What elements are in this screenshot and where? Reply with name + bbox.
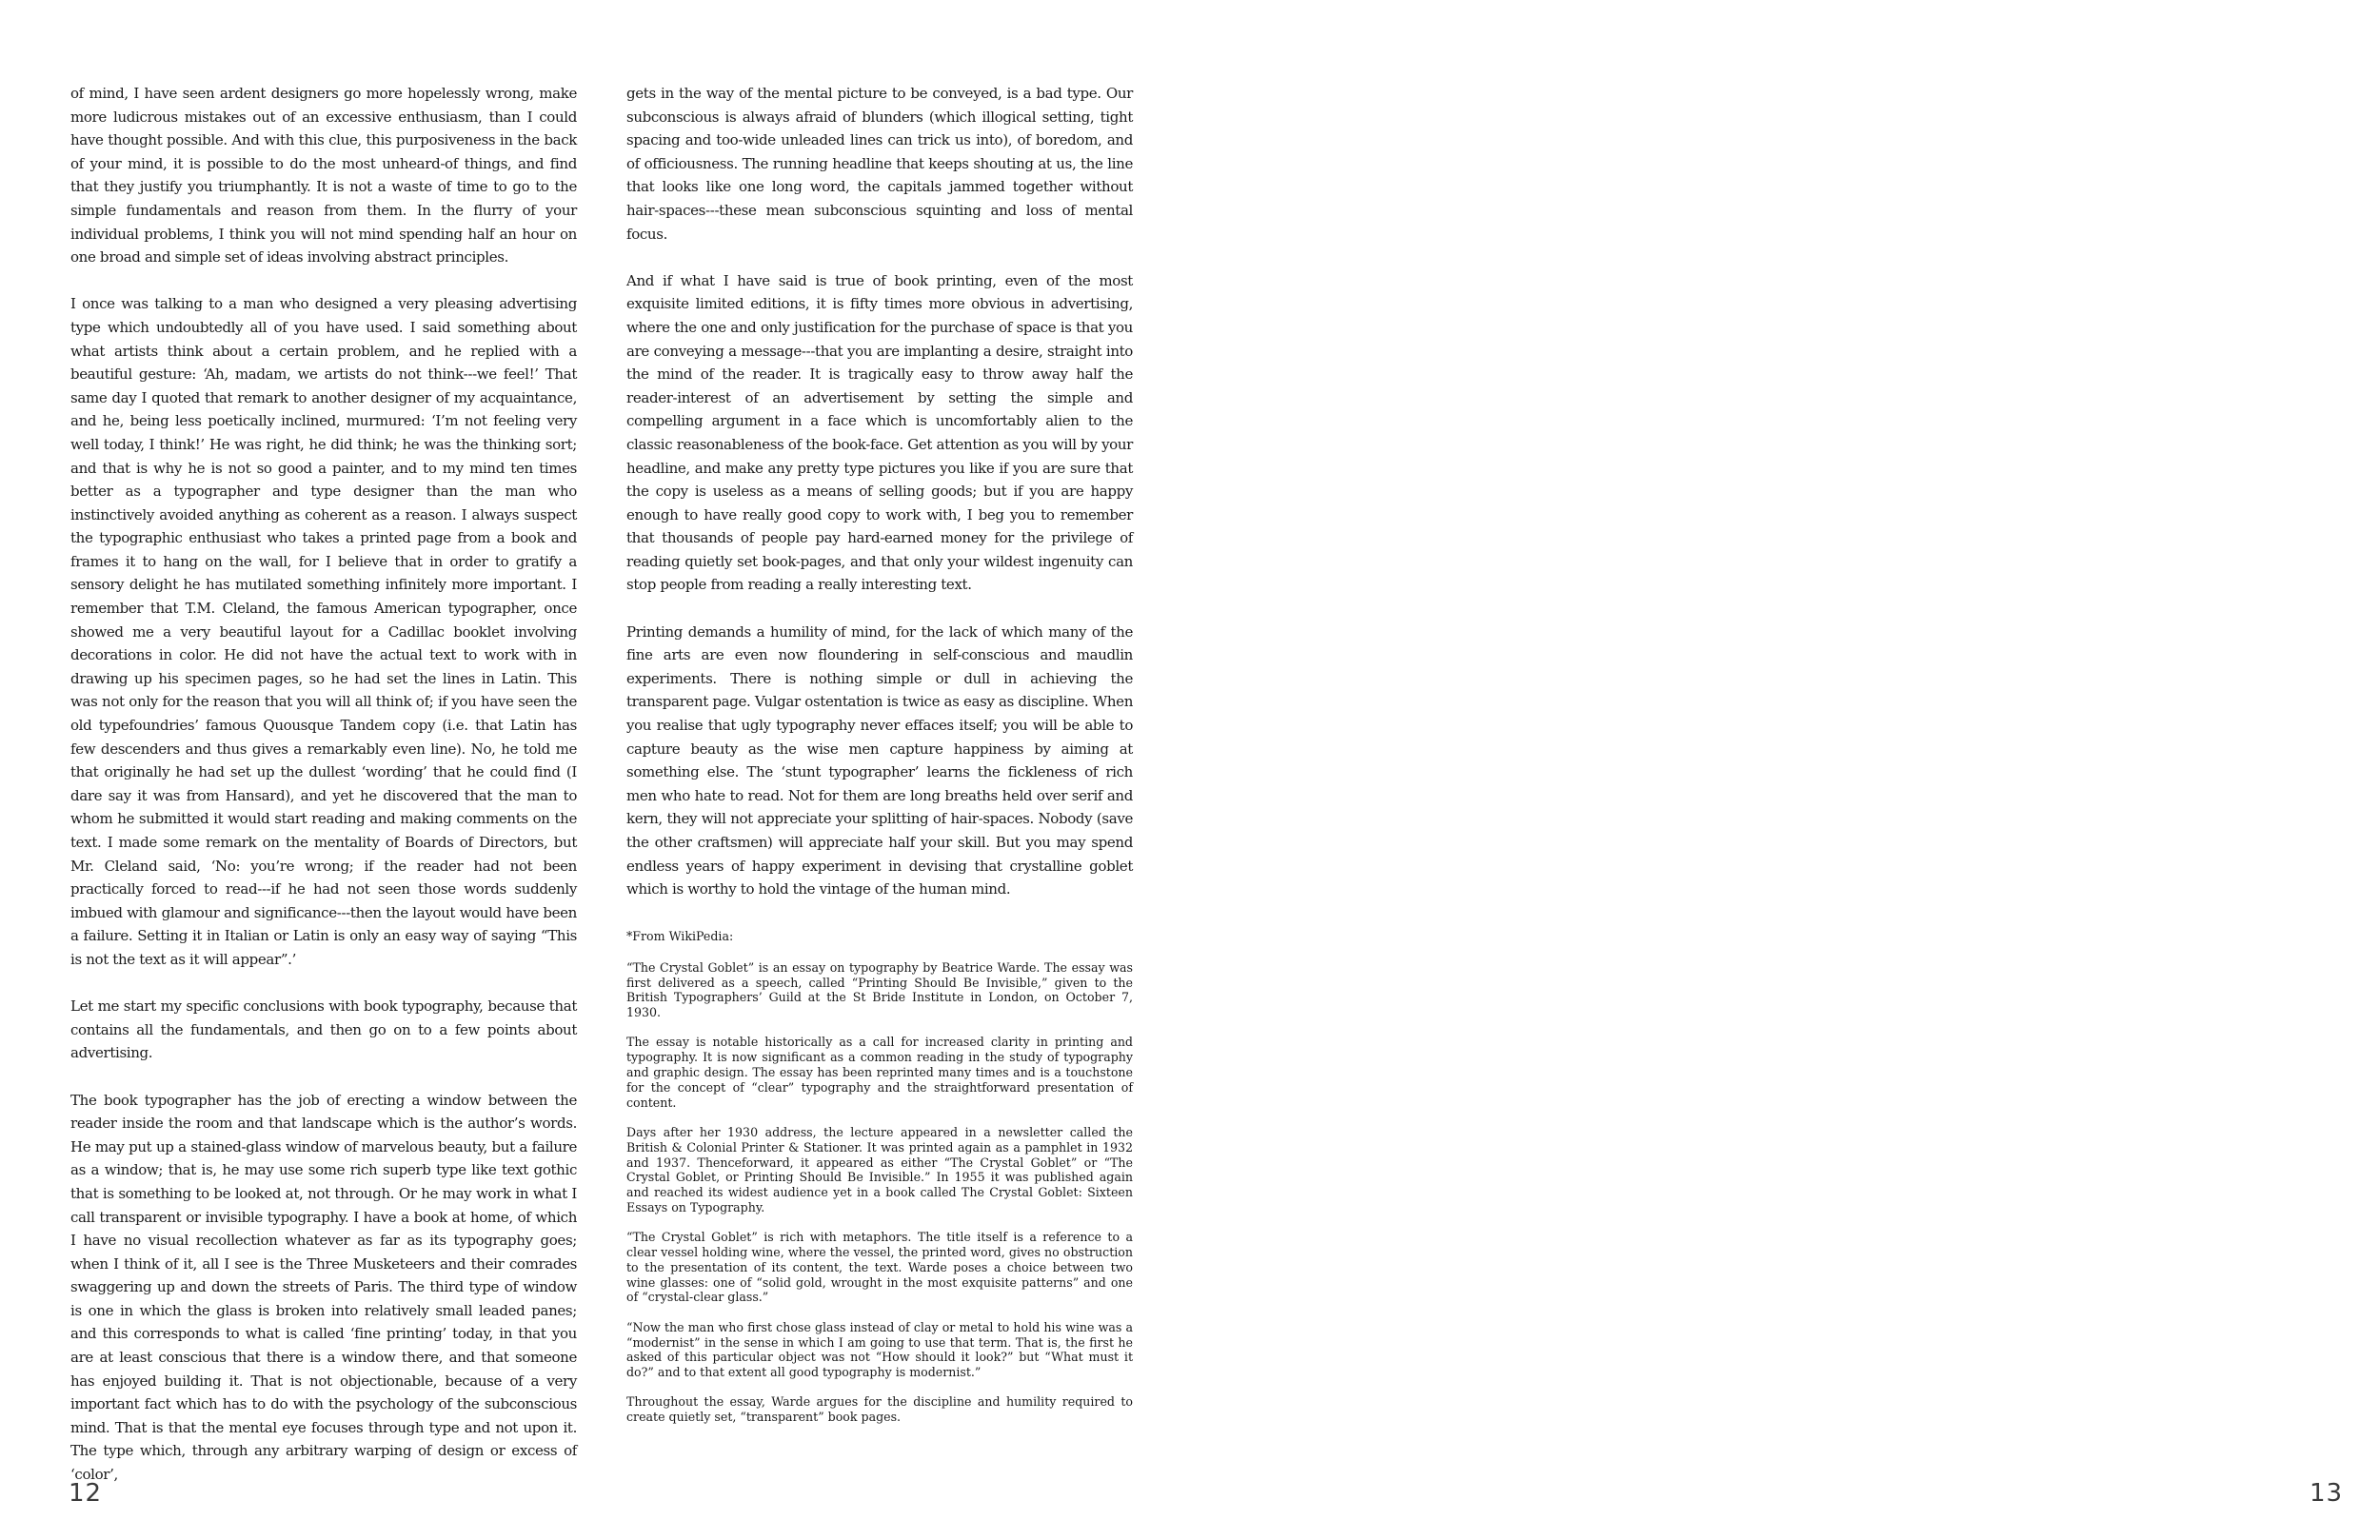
body-paragraph: Let me start my specific conclusions with book typography, because that contains all the fundamentals, and then go on to a few points about advertising. [70, 997, 577, 1062]
page-number-right: 13 [2310, 1479, 2344, 1508]
footnote-paragraph: Days after her 1930 address, the lecture appeared in a newsletter called the British & Colonial Printer & Stationer. It was printed again as a pamphlet in 1932 and 1937. Thenceforward, it appeared as either “The Crystal Goblet” or “The Crystal Goblet, or Printing Should Be Invisible.” In 1955 it was published again and reached its widest audience yet in a book called The Crystal Goblet: Sixteen Essays on Typography. [626, 1124, 1133, 1214]
body-paragraph: The book typographer has the job of erecting a window between the reader inside the room and that landscape which is the author’s words. He may put up a stained-glass window of marvelous beauty, but a failure as a window; that is, he may use some rich superb type like text gothic that is something to be looked at, not through. Or he may work in what I call transparent or invisible typography. I have a book at home, of which I have no visual recollection whatever as far as its typography goes; when I think of it, all I see is the Three Musketeers and their comrades swaggering up and down the streets of Paris. The third type of window is one in which the glass is broken into relatively small leaded panes; and this corresponds to what is called ‘fine printing’ today, in that you are at least conscious that there is a window there, and that someone has enjoyed building it. That is not objectionable, because of a very important fact which has to do with the psychology of the subconscious mind. That is that the mental eye focuses through type and not upon it. The type which, through any arbitrary warping of design or excess of ‘color’, [70, 1091, 577, 1484]
footnote-paragraph: Throughout the essay, Warde argues for the discipline and humility required to create quietly set, “transparent” book pages. [626, 1394, 1133, 1425]
left-page-body-text [70, 82, 577, 1510]
footnote-paragraph: The essay is notable historically as a call for increased clarity in printing and typography. It is now significant as a common reading in the study of typography and graphic design. The essay has been reprinted many times and is a touchstone for the concept of “clear” typography and the straightforward presentation of content. [626, 1035, 1133, 1110]
wikipedia-footnote [626, 929, 1133, 1440]
footnote-paragraph: “The Crystal Goblet” is rich with metaphors. The title itself is a reference to a clear vessel holding wine, where the vessel, the printed word, gives no obstruction to the presentation of its content, the text. Warde poses a choice between two wine glasses: one of “solid gold, wrought in the most exquisite patterns” and one of “crystal-clear glass.” [626, 1230, 1133, 1305]
body-paragraph: of mind, I have seen ardent designers go more hopelessly wrong, make more ludicrous mistakes out of an excessive enthusiasm, than I could have thought possible. And with this clue, this purposiveness in the back of your mind, it is possible to do the most unheard-of things, and find that they justify you triumphantly. It is not a waste of time to go to the simple fundamentals and reason from them. In the flurry of your individual problems, I think you will not mind spending half an hour on one broad and simple set of ideas involving abstract principles. [70, 85, 577, 267]
body-paragraph: gets in the way of the mental picture to be conveyed, is a bad type. Our subconscious is always afraid of blunders (which illogical setting, tight spacing and too-wide unleaded lines can trick us into), of boredom, and of officiousness. The running headline that keeps shouting at us, the line that looks like one long word, the capitals jammed together without hair-spaces---these mean subconscious squinting and loss of mental focus. [626, 85, 1133, 243]
footnote-paragraph: “The Crystal Goblet” is an essay on typography by Beatrice Warde. The essay was first delivered as a speech, called “Printing Should Be Invisible,” given to the British Typographers’ Guild at the St Bride Institute in London, on October 7, 1930. [626, 959, 1133, 1020]
right-column-body-text [626, 82, 1133, 924]
page-number-left: 12 [69, 1479, 103, 1508]
footnote-paragraph: “Now the man who first chose glass instead of clay or metal to hold his wine was a “modernist” in the sense in which I am going to use that term. That is, the first he asked of this particular object was not “How should it look?” but “What must it do?” and to that extent all good typography is modernist.” [626, 1319, 1133, 1380]
footnote-heading: *From WikiPedia: [626, 929, 734, 943]
body-paragraph: Printing demands a humility of mind, for the lack of which many of the fine arts are even now floundering in self-conscious and maudlin experiments. There is nothing simple or dull in achieving the transparent page. Vulgar ostentation is twice as easy as discipline. When you realise that ugly typography never effaces itself; you will be able to capture beauty as the wise men capture happiness by aiming at something else. The ‘stunt typographer’ learns the fickleness of rich men who hate to read. Not for them are long breaths held over serif and kern, they will not appreciate your splitting of hair-spaces. Nobody (save the other craftsmen) will appreciate half your skill. But you may spend endless years of happy experiment in devising that crystalline goblet which is worthy to hold the vintage of the human mind. [626, 622, 1133, 898]
body-paragraph: I once was talking to a man who designed a very pleasing advertising type which undoubtedly all of you have used. I said something about what artists think about a certain problem, and he replied with a beautiful gesture: ‘Ah, madam, we artists do not think---we feel!’ That same day I quoted that remark to another designer of my acquaintance, and he, being less poetically inclined, murmured: ‘I’m not feeling very well today, I think!’ He was right, he did think; he was the thinking sort; and that is why he is not so good a painter, and to my mind ten times better as a typographer and type designer than the man who instinctively avoided anything as coherent as a reason. I always suspect the typographic enthusiast who takes a printed page from a book and frames it to hang on the wall, for I believe that in order to gratify a sensory delight he has mutilated something infinitely more important. I remember that T.M. Cleland, the famous American typographer, once showed me a very beautiful layout for a Cadillac booklet involving decorations in color. He did not have the actual text to work with in drawing up his specimen pages, so he had set the lines in Latin. This was not only for the reason that you will all think of; if you have seen the old typefoundries’ famous Quousque Tandem copy (i.e. that Latin has few descenders and thus gives a remarkably even line). No, he told me that originally he had set up the dullest ‘wording’ that he could find (I dare say it was from Hansard), and yet he discovered that the man to whom he submitted it would start reading and making comments on the text. I made some remark on the mentality of Boards of Directors, but Mr. Cleland said, ‘No: you’re wrong; if the reader had not been practically forced to read---if he had not seen those words suddenly imbued with glamour and significance---then the layout would have been a failure. Setting it in Italian or Latin is only an easy way of saying “This is not the text as it will appear”.’ [70, 295, 577, 968]
body-paragraph: And if what I have said is true of book printing, even of the most exquisite limited editions, it is fifty times more obvious in advertising, where the one and only justification for the purchase of space is that you are conveying a message---that you are implanting a desire, straight into the mind of the reader. It is tragically easy to throw away half the reader-interest of an advertisement by setting the simple and compelling argument in a face which is uncomfortably alien to the classic reasonableness of the book-face. Get attention as you will by your headline, and make any pretty type pictures you like if you are sure that the copy is useless as a means of selling goods; but if you are happy enough to have really good copy to work with, I beg you to remember that thousands of people pay hard-earned money for the privilege of reading quietly set book-pages, and that only your wildest ingenuity can stop people from reading a really interesting text. [626, 271, 1133, 594]
